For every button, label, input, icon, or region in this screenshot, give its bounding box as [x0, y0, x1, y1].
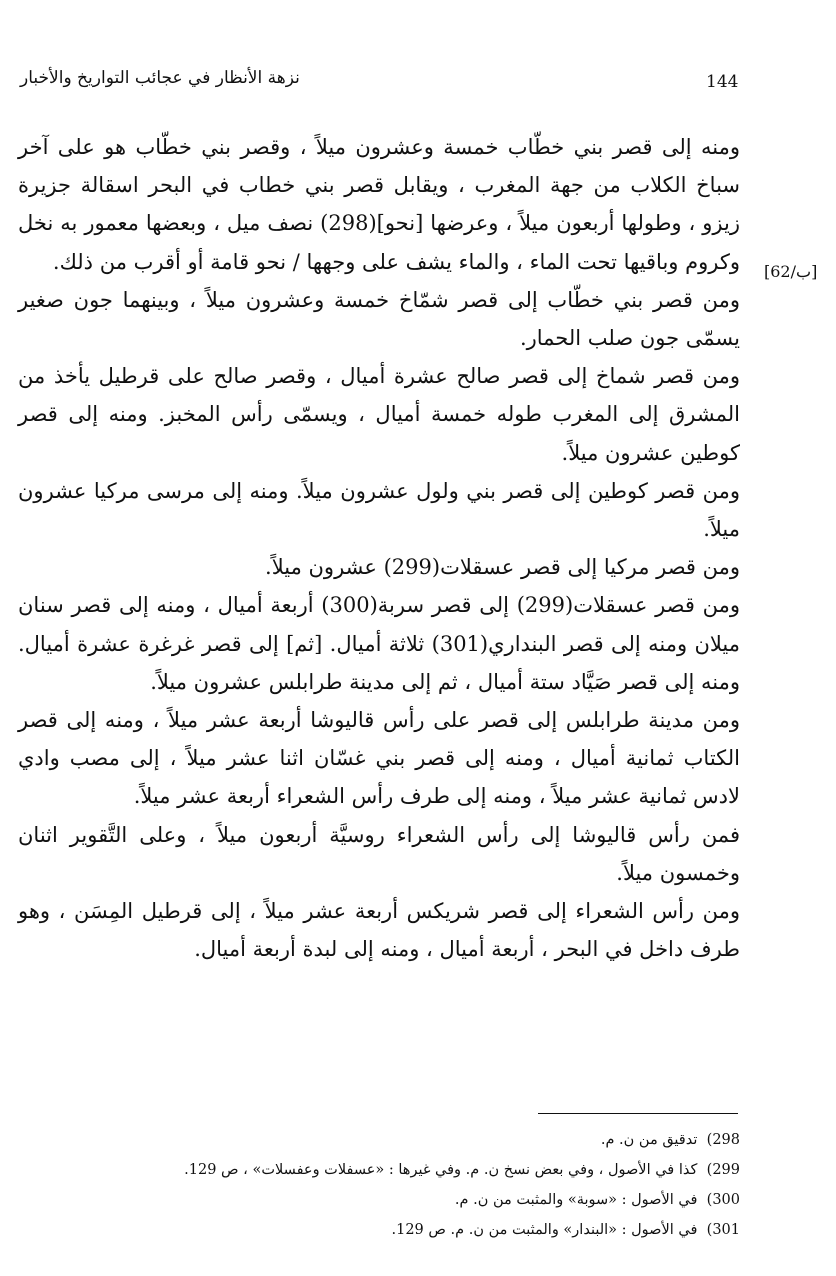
- page-header: [20, 62, 740, 98]
- footnote-number: 299): [706, 1162, 740, 1178]
- footnote-number: 301): [706, 1222, 740, 1238]
- footnote: [100, 1155, 740, 1185]
- footnote-text: في الأصول : «سوبة» والمثبت من ن. م.: [454, 1192, 698, 1208]
- footnote-number: 300): [706, 1192, 740, 1208]
- paragraph: ومنه إلى قصر بني خطّاب خمسة وعشرون ميلاً ، وقصر بني خطّاب هو على آخر سباخ الكلاب من جهة المغرب ، ويقابل قصر بني خطاب في البحر اسقالة جزيرة زيزو ، وطولها أربعون ميلاً ، وعرضها [نحو](298) نصف ميل ، وبعضها معمور به نخل وكروم وباقيها تحت الماء ، والماء يشف على وجهها / نحو قامة أو أقرب من ذلك.: [18, 135, 740, 274]
- footnote: [100, 1215, 740, 1245]
- running-title: نزهة الأنظار في عجائب التواريخ والأخبار: [20, 68, 300, 88]
- footnote: [100, 1185, 740, 1215]
- page-number: 144: [706, 72, 739, 92]
- paragraph: ومن قصر كوطين إلى قصر بني ولول عشرون ميلاً. ومنه إلى مرسى مركيا عشرون ميلاً.: [18, 478, 740, 542]
- paragraph: ومن قصر مركيا إلى قصر عسقلات(299) عشرون ميلاً.: [265, 555, 740, 580]
- footnote-text: تدقيق من ن. م.: [600, 1132, 698, 1148]
- paragraph: ومن رأس الشعراء إلى قصر شريكس أربعة عشر ميلاً ، إلى قرطيل المِسَن ، وهو طرف داخل في البحر ، أربعة أميال ، ومنه إلى لبدة أربعة أميال.: [18, 899, 740, 962]
- paragraph: ومن قصر شماخ إلى قصر صالح عشرة أميال ، وقصر صالح على قرطيل يأخذ من المشرق إلى المغرب طوله خمسة أميال ، ويسمّى رأس المخبز. ومنه إلى قصر كوطين عشرون ميلاً.: [18, 364, 740, 465]
- manuscript-folio-marker: [62/ب]: [764, 262, 818, 281]
- footnote: [100, 1125, 740, 1155]
- paragraph: ومن مدينة طرابلس إلى قصر على رأس قاليوشا أربعة عشر ميلاً ، ومنه إلى قصر الكتاب ثمانية أميال ، ومنه إلى قصر بني غسّان اثنا عشر ميلاً ، إلى مصب وادي لادس ثمانية عشر ميلاً ، ومنه إلى طرف رأس الشعراء أربعة عشر ميلاً.: [18, 708, 740, 809]
- footnotes: [100, 1125, 740, 1245]
- paragraph: ومن قصر عسقلات(299) إلى قصر سربة(300) أربعة أميال ، ومنه إلى قصر سنان ميلان ومنه إلى قصر البنداري(301) ثلاثة أميال. [ثم] إلى قصر غرغرة عشرة أميال. ومنه إلى قصر صَيَّاد ستة أميال ، ثم إلى مدينة طرابلس عشرون ميلاً.: [18, 593, 740, 694]
- footnote-separator: [538, 1113, 738, 1114]
- paragraph: فمن رأس قاليوشا إلى رأس الشعراء روسيَّة أربعون ميلاً ، وعلى التَّقوير اثنان وخمسون ميلاً.: [18, 822, 740, 885]
- paragraph: ومن قصر بني خطّاب إلى قصر شمّاخ خمسة وعشرون ميلاً ، وبينهما جون صغير يسمّى جون صلب الحمار.: [18, 287, 740, 351]
- main-text: [18, 128, 740, 968]
- footnote-text: كذا في الأصول ، وفي بعض نسخ ن. م. وفي غيرها : «عسفلات وعفسلات» ، ص 129.: [184, 1162, 698, 1178]
- footnote-number: 298): [706, 1132, 740, 1148]
- footnote-text: في الأصول : «البندار» والمثبت من ن. م. ص 129.: [391, 1222, 698, 1238]
